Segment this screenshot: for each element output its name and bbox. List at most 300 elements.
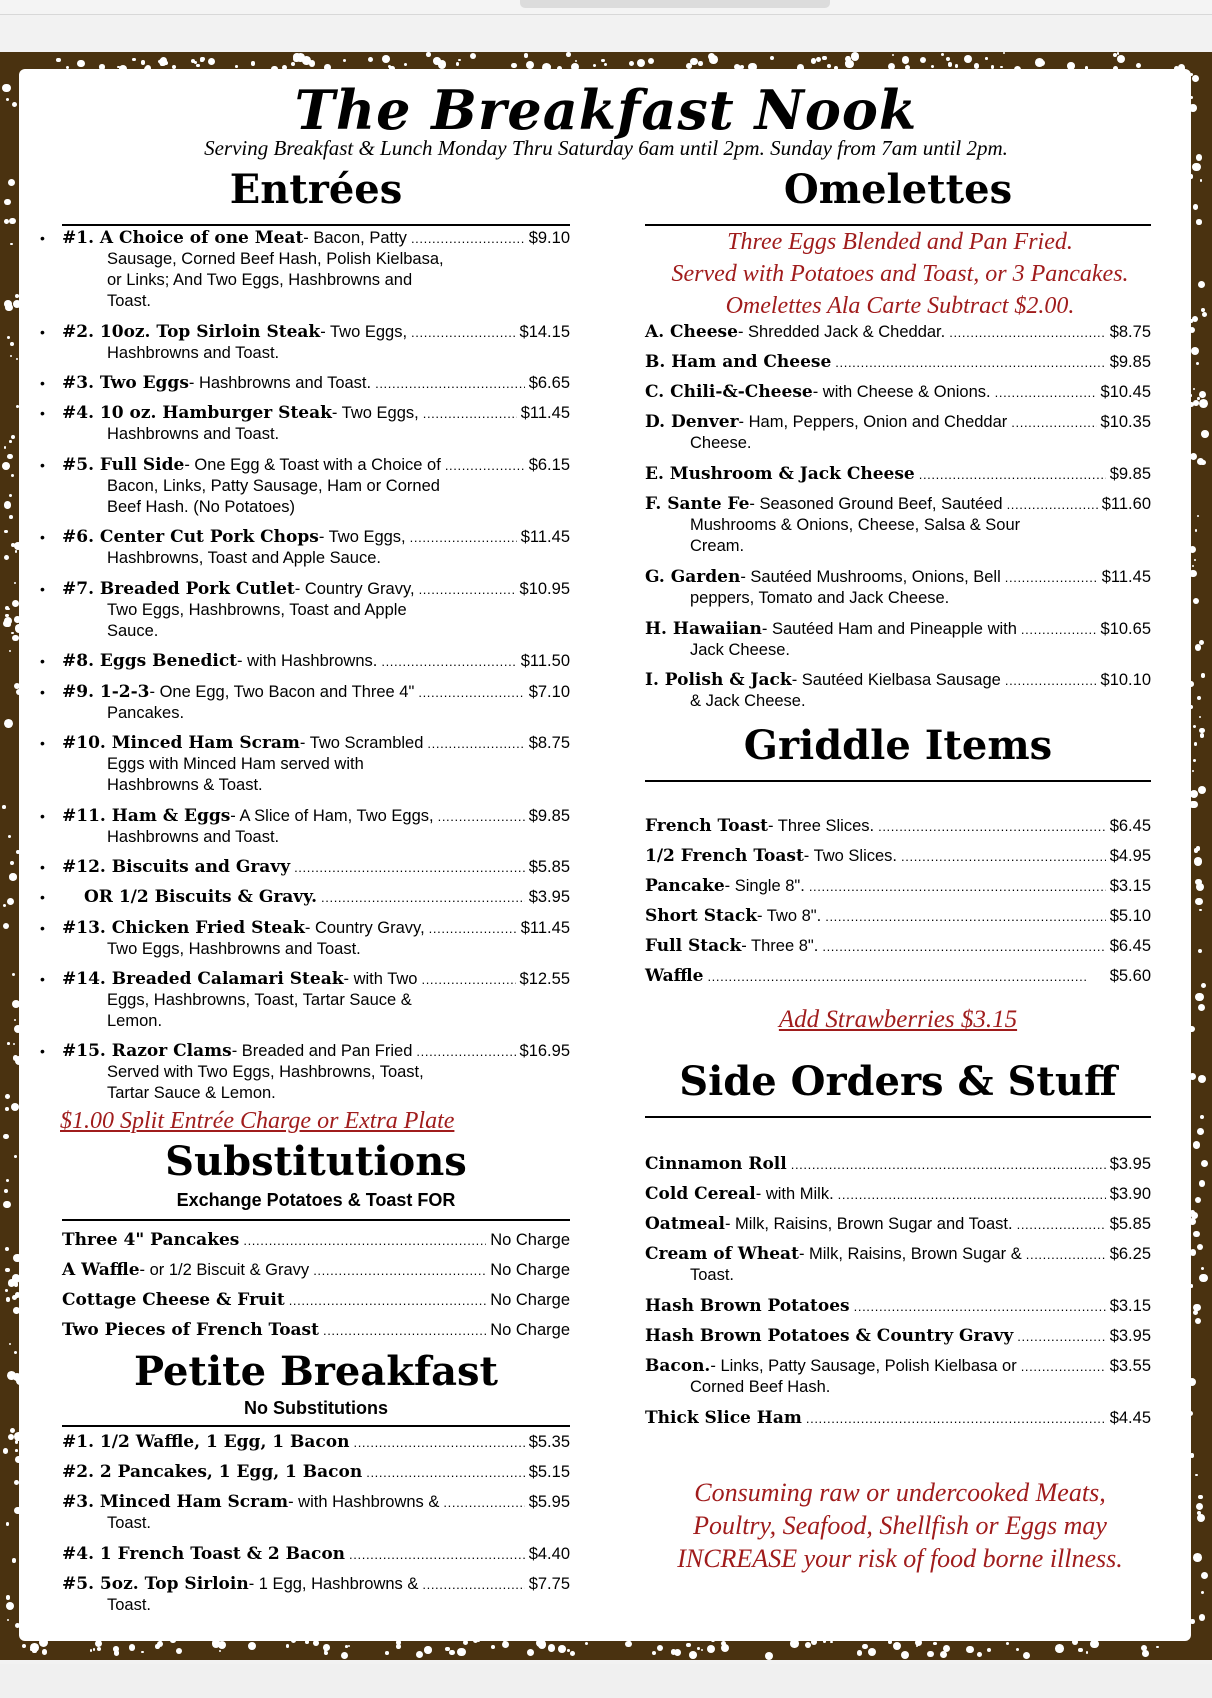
menu-item-price: $9.10	[528, 229, 570, 247]
bullet-icon: •	[40, 808, 45, 824]
menu-item-price: $9.85	[1109, 465, 1151, 483]
dot-leader	[1011, 412, 1096, 433]
menu-item-description-cont: Mushrooms & Onions, Cheese, Salsa & Sour	[690, 516, 1021, 534]
menu-item-line	[645, 412, 1151, 433]
dot-leader	[353, 1432, 524, 1453]
menu-item	[645, 494, 1151, 557]
menu-item-line	[645, 619, 1151, 640]
sides-header	[645, 1058, 1151, 1118]
dot-leader	[825, 906, 1105, 927]
substitutions-rule	[62, 1219, 570, 1221]
menu-item-description-cont: Pancakes.	[107, 704, 185, 722]
menu-item-price: $16.95	[519, 1042, 570, 1060]
menu-item-line	[62, 373, 570, 394]
menu-item-description: - with Cheese & Onions.	[812, 383, 991, 401]
menu-item-description-cont: Hashbrowns, Toast and Apple Sauce.	[107, 549, 381, 567]
menu-item-price: $6.15	[528, 456, 570, 474]
dot-leader	[443, 1492, 524, 1513]
menu-item-price: $11.45	[520, 919, 570, 937]
menu-item	[62, 1574, 570, 1616]
menu-item-line	[62, 1230, 570, 1251]
dot-leader	[381, 651, 516, 672]
menu-item	[62, 1492, 570, 1534]
menu-item-price: $12.55	[519, 970, 570, 988]
menu-item	[645, 966, 1151, 987]
dot-leader	[313, 1260, 486, 1281]
menu-item-price: $4.95	[1109, 847, 1151, 865]
dot-leader	[243, 1230, 486, 1251]
menu-item-description-cont: Lemon.	[107, 1012, 163, 1030]
bullet-icon: •	[40, 529, 45, 545]
menu-item-price: $5.35	[528, 1433, 570, 1451]
entrees-rule	[62, 224, 570, 226]
menu-item-description: - Ham, Peppers, Onion and Cheddar	[738, 413, 1008, 431]
menu-item-line	[62, 682, 570, 703]
menu-item-price: No Charge	[490, 1291, 570, 1309]
menu-item	[62, 579, 570, 642]
menu-item-line	[645, 816, 1151, 837]
menu-item	[62, 857, 570, 878]
menu-item-description: - Milk, Raisins, Brown Sugar &	[798, 1245, 1022, 1263]
menu-item-line	[62, 1492, 570, 1513]
menu-item-price: $8.75	[1109, 323, 1151, 341]
sides-heading: Side Orders & Stuff	[679, 1058, 1117, 1105]
entrees-header	[62, 166, 570, 226]
menu-item-name: #11. Ham & Eggs	[62, 806, 231, 826]
menu-item	[645, 1244, 1151, 1286]
bullet-icon: •	[40, 920, 45, 936]
menu-item-description-cont: peppers, Tomato and Jack Cheese.	[690, 589, 950, 607]
menu-item-description: - Two Eggs,	[320, 323, 408, 341]
menu-item-description: - Two Scrambled	[299, 734, 424, 752]
menu-item	[62, 806, 570, 848]
menu-item	[645, 1296, 1151, 1317]
menu-item	[84, 887, 570, 908]
menu-item-name: C. Chili-&-Cheese	[645, 382, 813, 402]
menu-item-name: 1/2 French Toast	[645, 846, 804, 866]
menu-item-description: - Shredded Jack & Cheddar.	[737, 323, 946, 341]
menu-item-price: $7.75	[528, 1575, 570, 1593]
dot-leader	[421, 969, 515, 990]
omelettes-intro-line: Served with Potatoes and Toast, or 3 Pancakes.	[671, 261, 1129, 287]
petite-rule	[62, 1425, 570, 1427]
griddle-heading: Griddle Items	[743, 722, 1053, 769]
menu-item-line	[645, 1184, 1151, 1205]
dot-leader	[438, 806, 525, 827]
menu-item-description: - Links, Patty Sausage, Polish Kielbasa or	[710, 1357, 1017, 1375]
dot-leader	[1007, 494, 1098, 515]
menu-item-name: #15. Razor Clams	[62, 1041, 232, 1061]
menu-item-description-cont: Hashbrowns & Toast.	[107, 776, 263, 794]
dot-leader	[822, 936, 1105, 957]
menu-item-description: - A Slice of Ham, Two Eggs,	[230, 807, 434, 825]
menu-item-line	[645, 846, 1151, 867]
menu-item-name: #9. 1-2-3	[62, 682, 150, 702]
dot-leader	[323, 1320, 486, 1341]
menu-item	[62, 455, 570, 518]
menu-item	[645, 1154, 1151, 1175]
dot-leader	[289, 1290, 487, 1311]
menu-item-description-cont: Hashbrowns and Toast.	[107, 425, 280, 443]
menu-item-description: - with Hashbrowns &	[288, 1493, 440, 1511]
menu-item	[62, 403, 570, 445]
menu-item-description: - One Egg, Two Bacon and Three 4"	[149, 683, 415, 701]
dot-leader	[995, 382, 1097, 403]
menu-item	[62, 969, 570, 1032]
menu-item-name: I. Polish & Jack	[645, 670, 792, 690]
menu-item-name: #12. Biscuits and Gravy	[62, 857, 291, 877]
strawberries-note: Add Strawberries $3.15	[778, 1006, 1018, 1033]
menu-item	[62, 1260, 570, 1281]
menu-item-name: Short Stack	[645, 906, 757, 926]
menu-item	[645, 322, 1151, 343]
menu-item-name: Cold Cereal	[645, 1184, 756, 1204]
dot-leader	[411, 228, 525, 249]
menu-item-name: Full Stack	[645, 936, 742, 956]
dot-leader	[410, 527, 517, 548]
menu-item	[62, 682, 570, 724]
menu-item-name: #13. Chicken Fried Steak	[62, 918, 305, 938]
menu-item-price: $3.90	[1109, 1185, 1151, 1203]
menu-item-line	[62, 733, 570, 754]
bullet-icon: •	[40, 735, 45, 751]
menu-item-price: $5.95	[528, 1493, 570, 1511]
menu-item	[62, 918, 570, 960]
dot-leader	[1017, 1214, 1106, 1235]
menu-item-line	[62, 806, 570, 827]
menu-item-description: - with Two	[343, 970, 418, 988]
menu-item-price: $14.15	[519, 323, 570, 341]
menu-item-price: No Charge	[490, 1261, 570, 1279]
menu-item-description-cont: Toast.	[107, 1596, 152, 1614]
menu-item-description: - Country Gravy,	[304, 919, 425, 937]
menu-item-price: $11.45	[520, 404, 570, 422]
menu-item-description: - with Hashbrowns.	[237, 652, 378, 670]
dot-leader	[427, 733, 524, 754]
menu-item-description-cont: Tartar Sauce & Lemon.	[107, 1084, 276, 1102]
menu-item-name: E. Mushroom & Jack Cheese	[645, 464, 915, 484]
menu-item-price: $11.50	[520, 652, 570, 670]
menu-item-description-cont: Bacon, Links, Patty Sausage, Ham or Corned	[107, 477, 440, 495]
menu-item-description: - Single 8".	[724, 877, 805, 895]
menu-item-price: $8.75	[528, 734, 570, 752]
dot-leader	[1026, 1244, 1106, 1265]
menu-item-description: - One Egg & Toast with a Choice of	[184, 456, 441, 474]
menu-item-name: D. Denver	[645, 412, 739, 432]
menu-item	[645, 936, 1151, 957]
omelettes-heading: Omelettes	[783, 166, 1013, 213]
menu-item	[645, 1326, 1151, 1347]
bullet-icon: •	[40, 889, 45, 905]
menu-item-name: #2. 10oz. Top Sirloin Steak	[62, 322, 321, 342]
menu-item-line	[62, 1041, 570, 1062]
menu-item	[645, 1214, 1151, 1235]
menu-item	[62, 322, 570, 364]
menu-item-description-cont: Corned Beef Hash.	[690, 1378, 831, 1396]
menu-item-price: $5.85	[1109, 1215, 1151, 1233]
menu-item-price: $4.45	[1109, 1409, 1151, 1427]
menu-item-name: #3. Two Eggs	[62, 373, 189, 393]
dot-leader	[791, 1154, 1106, 1175]
omelettes-header	[645, 166, 1151, 226]
menu-item-name: Bacon.	[645, 1356, 711, 1376]
menu-item-line	[645, 1356, 1151, 1377]
menu-item-line	[645, 1408, 1151, 1429]
menu-item-description-cont: Hashbrowns and Toast.	[107, 828, 280, 846]
menu-item-name: Two Pieces of French Toast	[62, 1320, 319, 1340]
menu-item	[62, 1041, 570, 1104]
menu-item-name: French Toast	[645, 816, 769, 836]
menu-item-line	[645, 1296, 1151, 1317]
menu-item-line	[62, 228, 570, 249]
menu-item	[62, 373, 570, 394]
menu-item-price: $10.35	[1100, 413, 1151, 431]
menu-item	[645, 1184, 1151, 1205]
menu-item-line	[645, 906, 1151, 927]
menu-item	[645, 1356, 1151, 1398]
menu-item-price: $6.45	[1109, 937, 1151, 955]
dot-leader	[429, 918, 517, 939]
menu-item-description-cont: & Jack Cheese.	[690, 692, 806, 710]
menu-item-line	[645, 670, 1151, 691]
menu-item-description: - Three 8".	[741, 937, 819, 955]
menu-item-description-cont: Served with Two Eggs, Hashbrowns, Toast,	[107, 1063, 424, 1081]
menu-item-line	[62, 455, 570, 476]
menu-item-line	[62, 857, 570, 878]
menu-item	[62, 651, 570, 672]
menu-item-name: Cinnamon Roll	[645, 1154, 787, 1174]
menu-item	[645, 846, 1151, 867]
bullet-icon: •	[40, 653, 45, 669]
bullet-icon: •	[40, 684, 45, 700]
menu-item-name: #7. Breaded Pork Cutlet	[62, 579, 295, 599]
menu-item	[645, 352, 1151, 373]
menu-item-line	[62, 527, 570, 548]
dot-leader	[294, 857, 525, 878]
menu-item	[645, 412, 1151, 454]
substitutions-subheading: Exchange Potatoes & Toast FOR	[176, 1190, 456, 1210]
menu-item-name: A Waffle	[62, 1260, 140, 1280]
menu-item-description: - Seasoned Ground Beef, Sautéed	[749, 495, 1003, 513]
menu-item-description: - Two 8".	[756, 907, 822, 925]
menu-item	[645, 906, 1151, 927]
dot-leader	[854, 1296, 1106, 1317]
warning-line: INCREASE your risk of food borne illness.	[677, 1544, 1123, 1573]
menu-item-price: $11.45	[520, 528, 570, 546]
menu-item-line	[62, 1544, 570, 1565]
menu-item-name: #1. 1/2 Waffle, 1 Egg, 1 Bacon	[62, 1432, 350, 1452]
dot-leader	[411, 322, 515, 343]
menu-item-price: $6.25	[1109, 1245, 1151, 1263]
menu-item-description: - Country Gravy,	[294, 580, 415, 598]
menu-item-description: - Milk, Raisins, Brown Sugar and Toast.	[724, 1215, 1013, 1233]
menu-item-line	[62, 322, 570, 343]
menu-item	[62, 1290, 570, 1311]
menu-item-price: $5.10	[1109, 907, 1151, 925]
menu-item	[645, 464, 1151, 485]
dot-leader	[806, 1408, 1106, 1429]
menu-item	[645, 567, 1151, 609]
menu-item-name: A. Cheese	[645, 322, 738, 342]
menu-item	[645, 876, 1151, 897]
menu-item-price: $6.45	[1109, 817, 1151, 835]
menu-item-price: $4.40	[528, 1545, 570, 1563]
menu-item-line	[645, 1214, 1151, 1235]
menu-item-price: $11.45	[1101, 568, 1151, 586]
menu-item-description-cont: Two Eggs, Hashbrowns, Toast and Apple	[107, 601, 407, 619]
menu-item-description-cont: Beef Hash. (No Potatoes)	[107, 498, 296, 516]
petite-header	[62, 1348, 570, 1427]
menu-item-name: OR 1/2 Biscuits & Gravy.	[84, 887, 318, 907]
dot-leader	[901, 846, 1106, 867]
menu-item-description-cont: Toast.	[690, 1266, 735, 1284]
menu-item-description: - Hashbrowns and Toast.	[188, 374, 372, 392]
dot-leader	[835, 352, 1105, 373]
menu-item-line	[645, 494, 1151, 515]
menu-item-line	[62, 969, 570, 990]
menu-item-price: $5.60	[1109, 967, 1151, 985]
menu-item-price: No Charge	[490, 1231, 570, 1249]
bullet-icon: •	[40, 971, 45, 987]
menu-item-line	[645, 1154, 1151, 1175]
menu-item-description: - Sautéed Kielbasa Sausage	[791, 671, 1001, 689]
menu-item-description-cont: Hashbrowns and Toast.	[107, 344, 280, 362]
menu-item-price: $5.15	[528, 1463, 570, 1481]
dot-leader	[878, 816, 1106, 837]
dot-leader	[416, 1041, 515, 1062]
menu-item-line	[62, 579, 570, 600]
menu-item-line	[645, 876, 1151, 897]
menu-item-description-cont: or Links; And Two Eggs, Hashbrowns and	[107, 271, 413, 289]
dot-leader	[1021, 619, 1097, 640]
menu-item-description: - Sautéed Ham and Pineapple with	[761, 620, 1017, 638]
menu-item-description: - Bacon, Patty	[303, 229, 407, 247]
menu-item-description-cont: Cheese.	[690, 434, 752, 452]
dot-leader	[1005, 670, 1097, 691]
menu-item-line	[62, 1432, 570, 1453]
menu-item-line	[645, 382, 1151, 403]
menu-item	[62, 228, 570, 312]
menu-item-name: Oatmeal	[645, 1214, 725, 1234]
sides-rule	[645, 1116, 1151, 1118]
menu-item-line	[62, 1320, 570, 1341]
bullet-icon: •	[40, 859, 45, 875]
griddle-rule	[645, 780, 1151, 782]
menu-item-name: G. Garden	[645, 567, 741, 587]
omelettes-intro-line: Omelettes Ala Carte Subtract $2.00.	[725, 293, 1075, 319]
menu-item-price: $3.95	[1109, 1155, 1151, 1173]
menu-item-line	[645, 1326, 1151, 1347]
food-safety-warning	[610, 1476, 1190, 1575]
menu-item-line	[645, 936, 1151, 957]
menu-item-description: - Three Slices.	[768, 817, 875, 835]
menu-item-name: Hash Brown Potatoes & Country Gravy	[645, 1326, 1014, 1346]
menu-item-price: No Charge	[490, 1321, 570, 1339]
menu-item-price: $6.65	[528, 374, 570, 392]
omelettes-intro	[620, 226, 1180, 322]
menu-item-description-cont: Two Eggs, Hashbrowns and Toast.	[107, 940, 361, 958]
menu-item-price: $9.85	[1109, 353, 1151, 371]
menu-item-line	[645, 966, 1151, 987]
split-charge-note: $1.00 Split Entrée Charge or Extra Plate	[60, 1108, 455, 1134]
menu-item-line	[62, 1574, 570, 1595]
warning-line: Poultry, Seafood, Shellfish or Eggs may	[693, 1511, 1107, 1540]
menu-item-description-cont: Eggs with Minced Ham served with	[107, 755, 364, 773]
dot-leader	[445, 455, 525, 476]
menu-item-line	[62, 918, 570, 939]
menu-item-description-cont: Sausage, Corned Beef Hash, Polish Kielbasa,	[107, 250, 444, 268]
menu-item	[62, 1544, 570, 1565]
menu-item	[62, 1462, 570, 1483]
menu-item-name: #8. Eggs Benedict	[62, 651, 238, 671]
menu-item-name: Cream of Wheat	[645, 1244, 799, 1264]
menu-item-price: $3.95	[528, 888, 570, 906]
menu-item	[645, 619, 1151, 661]
menu-item-description-cont: Cream.	[690, 537, 745, 555]
menu-item-name: #6. Center Cut Pork Chops	[62, 527, 319, 547]
menu-item-line	[62, 1462, 570, 1483]
menu-item	[62, 1432, 570, 1453]
petite-heading: Petite Breakfast	[133, 1348, 499, 1395]
substitutions-heading: Substitutions	[165, 1138, 467, 1185]
menu-item-name: Cottage Cheese & Fruit	[62, 1290, 285, 1310]
menu-item-name: #5. 5oz. Top Sirloin	[62, 1574, 249, 1594]
dot-leader	[423, 403, 517, 424]
menu-item-price: $10.95	[519, 580, 570, 598]
bullet-icon: •	[40, 457, 45, 473]
dot-leader	[949, 322, 1105, 343]
menu-item-name: #3. Minced Ham Scram	[62, 1492, 289, 1512]
menu-item-name: Three 4" Pancakes	[62, 1230, 240, 1250]
menu-item-line	[645, 1244, 1151, 1265]
menu-item-line	[84, 887, 570, 908]
menu-item	[62, 1320, 570, 1341]
dot-leader	[366, 1462, 524, 1483]
dot-leader	[1021, 1356, 1106, 1377]
menu-item	[645, 670, 1151, 712]
menu-item-description-cont: Jack Cheese.	[690, 641, 790, 659]
menu-item-description-cont: Toast.	[107, 1514, 152, 1532]
menu-item-price: $9.85	[528, 807, 570, 825]
dot-leader	[349, 1544, 525, 1565]
menu-item-name: B. Ham and Cheese	[645, 352, 832, 372]
menu-item	[62, 527, 570, 569]
dot-leader	[1017, 1326, 1105, 1347]
bullet-icon: •	[40, 375, 45, 391]
dot-leader	[1005, 567, 1098, 588]
bullet-icon: •	[40, 581, 45, 597]
menu-item-description: - Two Eggs,	[318, 528, 406, 546]
menu-item-line	[645, 464, 1151, 485]
menu-item-name: #1. A Choice of one Meat	[62, 228, 304, 248]
menu-item-description: - or 1/2 Biscuit & Gravy	[139, 1261, 310, 1279]
menu-item-price: $10.45	[1100, 383, 1151, 401]
menu-item-line	[645, 567, 1151, 588]
menu-item-price: $10.65	[1100, 620, 1151, 638]
hours-subtitle: Serving Breakfast & Lunch Monday Thru Saturday 6am until 2pm. Sunday from 7am until 2pm.	[204, 136, 1008, 160]
menu-item-price: $3.15	[1109, 1297, 1151, 1315]
menu-item-price: $3.15	[1109, 877, 1151, 895]
menu-item-description-cont: Sauce.	[107, 622, 159, 640]
menu-item	[645, 382, 1151, 403]
dot-leader	[809, 876, 1106, 897]
menu-item	[645, 1408, 1151, 1429]
menu-item-line	[645, 322, 1151, 343]
menu-item-description: - Two Eggs,	[331, 404, 419, 422]
menu-item-name: #2. 2 Pancakes, 1 Egg, 1 Bacon	[62, 1462, 363, 1482]
menu-item-line	[645, 352, 1151, 373]
menu-item	[645, 816, 1151, 837]
